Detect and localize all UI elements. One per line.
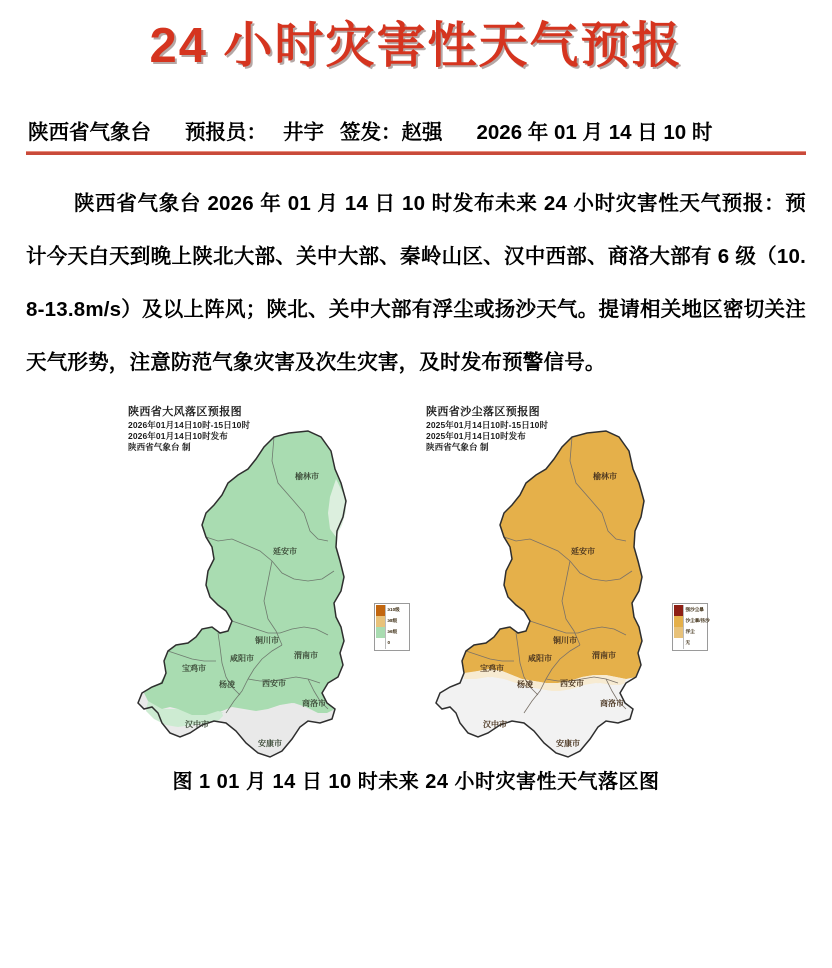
legend-label: 浮尘 <box>685 629 695 635</box>
signer-label: 签发： <box>340 121 402 145</box>
dust-map-issued: 2025年01月14日10时发布 <box>426 430 526 441</box>
document-header <box>22 115 810 151</box>
dust-map-producer: 陕西省气象台 制 <box>426 442 489 453</box>
city-label: 商洛市 <box>600 699 624 709</box>
wind-forecast-map <box>122 403 412 763</box>
header-divider <box>26 151 806 155</box>
dust-map-legend <box>672 603 708 651</box>
dust-map-graphic <box>420 421 710 761</box>
legend-swatch <box>674 616 684 627</box>
city-label: 咸阳市 <box>230 654 254 664</box>
city-label: 安康市 <box>556 739 580 749</box>
city-label: 商洛市 <box>302 699 326 709</box>
forecaster-label: 预报员： <box>185 121 267 145</box>
city-label: 铜川市 <box>255 636 279 646</box>
wind-map-producer: 陕西省气象台 制 <box>128 442 191 453</box>
wind-map-graphic <box>122 421 412 761</box>
legend-swatch <box>376 616 386 627</box>
city-label: 杨凌 <box>219 680 235 690</box>
city-label: 宝鸡市 <box>182 664 206 674</box>
legend-row <box>674 627 706 638</box>
dust-affected-region <box>462 431 644 691</box>
legend-row <box>376 605 408 616</box>
figure-panel <box>22 403 810 763</box>
legend-row <box>376 627 408 638</box>
wind-map-issued: 2026年01月14日10时发布 <box>128 430 228 441</box>
legend-label: ≥6级 <box>387 629 398 635</box>
dust-orange-area <box>462 431 644 683</box>
legend-swatch <box>376 638 386 649</box>
city-label: 铜川市 <box>553 636 577 646</box>
legend-label: 沙尘暴/扬沙 <box>685 618 710 624</box>
legend-label: ≥8级 <box>387 618 398 624</box>
legend-swatch <box>376 627 386 638</box>
signer-name: 赵强 <box>401 121 443 145</box>
issue-datetime: 2026 年 01 月 14 日 10 时 <box>476 121 713 145</box>
city-label: 西安市 <box>262 679 286 689</box>
city-label: 安康市 <box>258 739 282 749</box>
forecast-document <box>0 8 832 968</box>
legend-row <box>674 605 706 616</box>
dust-map-period: 2025年01月14日10时-15日10时 <box>426 419 549 430</box>
forecaster-name: 井宇 <box>283 121 324 145</box>
figure-bottom-caption: 图 1 01 月 14 日 10 时未来 24 小时灾害性天气落区图 <box>172 771 660 794</box>
city-label: 延安市 <box>273 547 297 557</box>
forecast-body-text: 陕西省气象台 2026 年 01 月 14 日 10 时发布未来 24 小时灾害性天气预报：预计今天白天到晚上陕北大部、关中大部、秦岭山区、汉中西部、商洛大部有 6 级（10.8-13.8m/s）及以上阵风；陕北、关中大部有浮尘或扬沙天气。提请相关地区密切关注天气形势，注意防范气象灾害及次生灾害，及时发布预警信号。 <box>26 192 806 375</box>
city-label: 宝鸡市 <box>480 664 504 674</box>
legend-row <box>674 616 710 627</box>
legend-swatch <box>674 638 684 649</box>
city-label: 杨凌 <box>517 680 533 690</box>
legend-label: 无 <box>685 640 691 646</box>
legend-label: ≥10级 <box>387 607 400 613</box>
city-label: 西安市 <box>560 679 584 689</box>
city-label: 榆林市 <box>295 472 319 482</box>
dust-forecast-map <box>420 403 710 763</box>
city-label: 榆林市 <box>593 472 617 482</box>
wind-map-title: 陕西省大风落区预报图 <box>128 406 242 419</box>
city-label: 汉中市 <box>185 720 209 730</box>
legend-swatch <box>376 605 386 616</box>
city-label: 咸阳市 <box>528 654 552 664</box>
dust-map-title: 陕西省沙尘落区预报图 <box>426 406 540 419</box>
issuing-office: 陕西省气象台 <box>28 121 151 145</box>
city-label: 延安市 <box>571 547 595 557</box>
dust-white-area-south <box>436 677 633 757</box>
legend-swatch <box>674 605 684 616</box>
wind-map-legend <box>374 603 410 651</box>
legend-label: 0 <box>387 640 391 646</box>
legend-swatch <box>674 627 684 638</box>
dust-unaffected-region <box>436 677 633 757</box>
page-title: 24 小时灾害性天气预报 <box>149 19 683 73</box>
wind-map-period: 2026年01月14日10时-15日10时 <box>128 419 251 430</box>
legend-row <box>674 638 706 649</box>
city-label: 渭南市 <box>294 651 318 661</box>
city-label: 汉中市 <box>483 720 507 730</box>
legend-row <box>376 616 408 627</box>
legend-label: 强沙尘暴 <box>685 607 704 613</box>
city-label: 渭南市 <box>592 651 616 661</box>
legend-row <box>376 638 408 649</box>
